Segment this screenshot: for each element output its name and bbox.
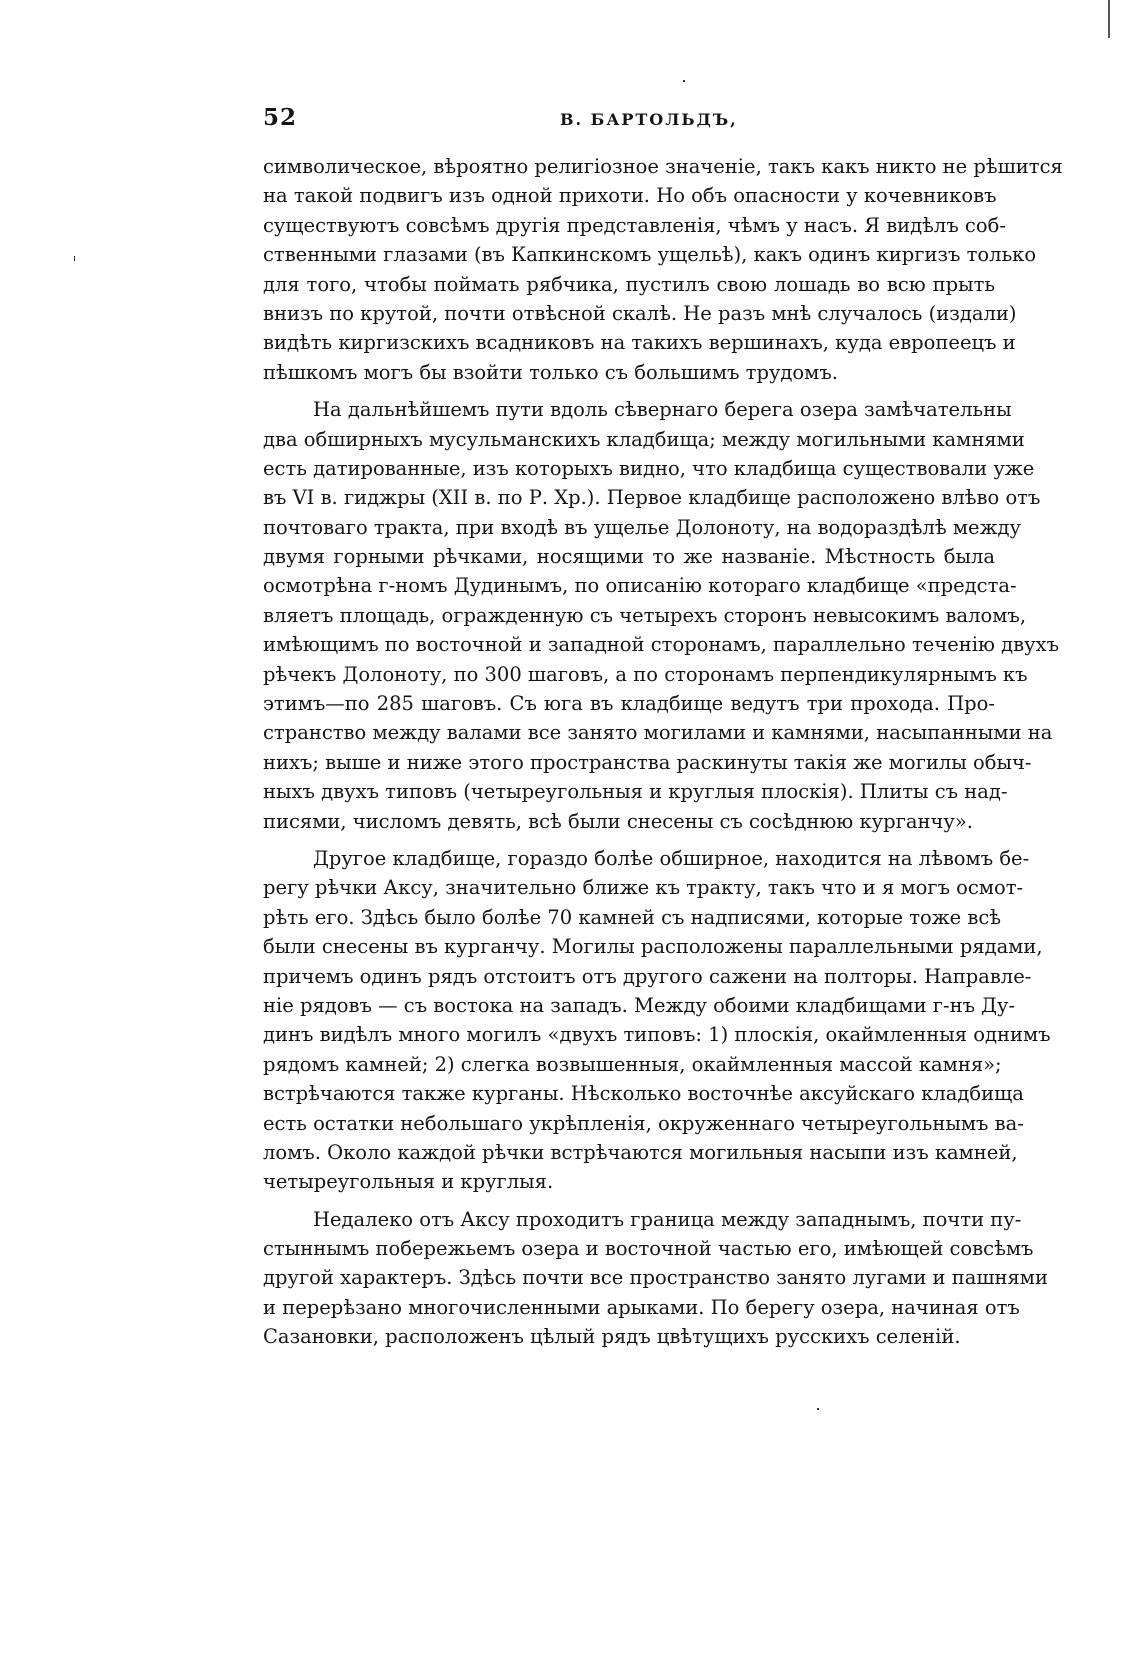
text-line: Сазановки, расположенъ цѣлый рядъ цвѣтущихъ русскихъ селеній. [263,1325,961,1349]
paragraph-gap [263,836,995,844]
text-line: два обширныхъ мусульманскихъ кладбища; между могильными камнями [263,427,1025,451]
text-line: регу рѣчки Аксу, значительно ближе къ тракту, такъ что и я могъ осмот- [263,876,1024,900]
text-line: рѣчекъ Долоноту, по 300 шаговъ, а по сторонамъ перпендикулярнымъ къ [263,662,1028,686]
text-line: причемъ одинъ рядъ отстоитъ отъ другого сажени на полторы. Направле- [263,964,1032,988]
paragraph-gap [263,387,995,395]
text-line: двумя горными рѣчками, носящими то же названіе. Мѣстность была [263,545,995,569]
text-line: символическое, вѣроятно религіозное значеніе, такъ какъ никто не рѣшится [263,155,1063,178]
text-line: почтоваго тракта, при входѣ въ ущелье Долоноту, на водораздѣлѣ между [263,515,1022,539]
paragraph [263,152,1063,387]
paragraph-gap [263,1197,995,1205]
text-line: ныхъ двухъ типовъ (четыреугольныя и круглыя плоскія). Плиты съ над- [263,780,1008,804]
paragraph [263,1205,1048,1352]
text-line: На дальнѣйшемъ пути вдоль сѣвернаго берега озера замѣчательны [313,398,1012,422]
text-line: ственными глазами (въ Капкинскомъ ущельѣ), какъ одинъ киргизъ только [263,243,1037,267]
text-line: Другое кладбище, гораздо болѣе обширное, находится на лѣвомъ бе- [313,846,1030,870]
text-line: въ VI в. гиджры (XII в. по Р. Хр.). Первое кладбище расположено влѣво отъ [263,486,1041,510]
scan-speck [74,256,75,261]
page-number: 52 [263,104,298,131]
text-line: ніе рядовъ — съ востока на западъ. Между обоими кладбищами г-нъ Ду- [263,993,1016,1017]
text-line: Недалеко отъ Аксу проходитъ граница между западнымъ, почти пу- [313,1207,1022,1231]
text-line: видѣть киргизскихъ всадниковъ на такихъ вершинахъ, куда европеецъ и [263,331,1016,355]
scan-speck [817,1408,819,1410]
scan-speck [683,80,685,82]
text-line: другой характеръ. Здѣсь почти все пространство занято лугами и пашнями [263,1266,1048,1290]
text-line: ломъ. Около каждой рѣчки встрѣчаются могильныя насыпи изъ камней, [263,1140,1018,1164]
text-line: писями, числомъ девять, всѣ были снесены съ сосѣднюю курганчу». [263,809,973,833]
text-line: для того, чтобы поймать рябчика, пустилъ свою лошадь во всю прыть [263,272,995,296]
text-line: внизъ по крутой, почти отвѣсной скалѣ. Не разъ мнѣ случалось (издали) [263,301,1017,325]
text-line: нихъ; выше и ниже этого пространства раскинуты такія же могилы обыч- [263,750,1032,774]
text-line: вляетъ площадь, огражденную съ четырехъ сторонъ невысокимъ валомъ, [263,603,1027,627]
text-line: есть датированные, изъ которыхъ видно, что кладбища существовали уже [263,456,1035,480]
text-line: пѣшкомъ могъ бы взойти только съ большимъ трудомъ. [263,360,838,384]
text-line: имѣющимъ по восточной и западной сторонамъ, параллельно теченію двухъ [263,633,1060,657]
text-line: рѣть его. Здѣсь было болѣе 70 камней съ надписями, которые тоже всѣ [263,905,1002,929]
text-line: стыннымъ побережьемъ озера и восточной частью его, имѣющей совсѣмъ [263,1237,1034,1261]
scan-corner-mark [1108,0,1110,38]
text-line: были снесены въ курганчу. Могилы расположены параллельными рядами, [263,935,1043,959]
text-line: встрѣчаются также курганы. Нѣсколько восточнѣе аксуйскаго кладбища [263,1082,1024,1106]
paragraph [263,395,1060,836]
text-line: четыреугольныя и круглыя. [263,1170,554,1194]
paragraph [263,844,1051,1197]
text-line: существуютъ совсѣмъ другія представленія, чѣмъ у насъ. Я видѣлъ соб- [263,213,1006,237]
text-line: странство между валами все занято могилами и камнями, насыпанными на [263,721,1053,745]
text-line: и перерѣзано многочисленными арыками. По берегу озера, начиная отъ [263,1295,1020,1319]
text-line: динъ видѣлъ много могилъ «двухъ типовъ: 1) плоскія, окаймленныя однимъ [263,1023,1051,1047]
text-line: рядомъ камней; 2) слегка возвышенныя, окаймленныя массой камня»; [263,1052,1002,1076]
text-line: осмотрѣна г-номъ Дудинымъ, по описанію котораго кладбище «предста- [263,574,1017,598]
text-line: есть остатки небольшаго укрѣпленія, окруженнаго четыреугольнымъ ва- [263,1111,1024,1135]
running-head: В. БАРТОЛЬДЪ, [560,110,738,129]
body-text [263,152,1063,1352]
text-line: этимъ—по 285 шаговъ. Съ юга въ кладбище ведутъ три прохода. Про- [263,692,995,716]
text-line: на такой подвигъ изъ одной прихоти. Но объ опасности у кочевниковъ [263,184,997,208]
